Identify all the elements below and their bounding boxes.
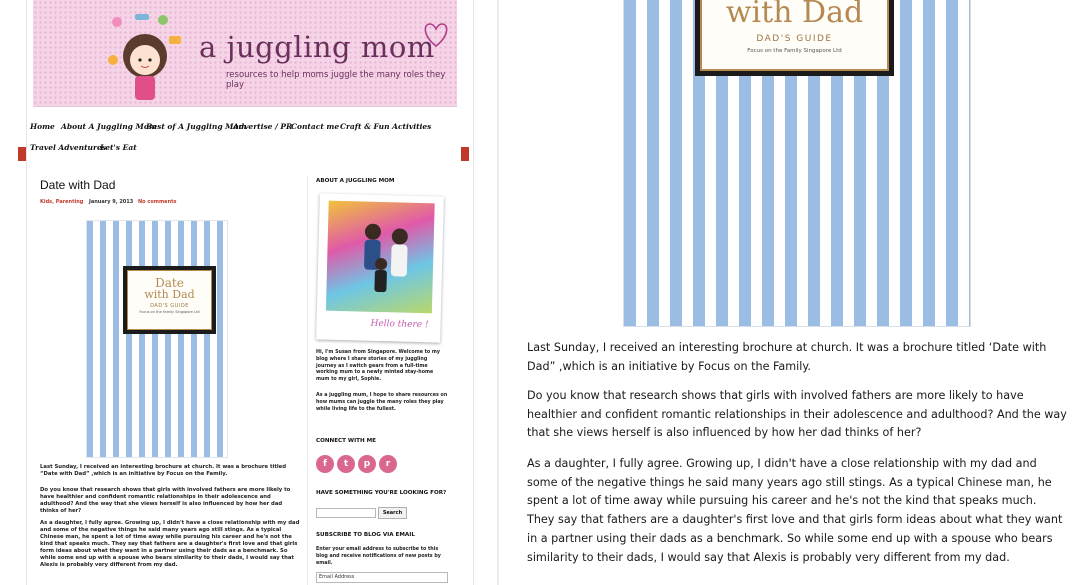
pinterest-icon[interactable]: p — [358, 455, 376, 473]
mom-illustration — [105, 8, 195, 106]
twitter-icon[interactable]: t — [337, 455, 355, 473]
article-paragraph-2: Do you know that research shows that girls with involved fathers are more likely to have healthier and confident romantic relationships in their adolescence and adulthood? And the way that she views herself is also influenced by how her dad thinks of her? — [527, 389, 1067, 440]
post-categories[interactable]: Kids, Parenting — [40, 199, 84, 205]
post-title[interactable]: Date with Dad — [40, 178, 116, 192]
post-paragraph-1: Last Sunday, I received an interesting brochure at church. It was a brochure titled “Date with Dad” ,which is an initiative by Focus on the Family. — [40, 464, 287, 477]
post-paragraph-2: Do you know that research shows that girls with involved fathers are more likely to have healthier and confident romantic relationships in their adolescence and adulthood? And the way that she views herself is also influenced by how her dad thinks of her? — [40, 487, 291, 514]
sidebar-search-heading: HAVE SOMETHING YOU'RE LOOKING FOR? — [316, 490, 447, 496]
sidebar-about-text-2: As a juggling mum, I hope to share resources on how mums can juggle the many roles they play while living life to the fullest. — [316, 393, 448, 412]
post-comments-link[interactable]: No comments — [138, 199, 177, 205]
card-subtitle: DAD'S GUIDE — [150, 303, 189, 309]
card-large-publisher: Focus on the Family Singapore Ltd — [747, 48, 842, 54]
nav-ribbon-right — [461, 147, 469, 161]
nav-contact[interactable]: Contact me — [291, 122, 340, 131]
card-line2: with Dad — [144, 288, 195, 301]
nav-advertise[interactable]: Advertise / PR — [233, 122, 293, 131]
search-input[interactable] — [316, 508, 376, 518]
card-publisher: Focus on the Family Singapore Ltd — [139, 310, 200, 314]
blog-page-screenshot — [0, 0, 500, 585]
article-paragraph-3: As a daughter, I fully agree. Growing up, I didn't have a close relationship with my dad and some of the negative things he said many years ago still stings. As a typical Chinese man, he spent a lot of time away while pursuing his career and he's not the kind that speaks much. They say that fathers are a daughter's first love and that girls form ideas about what they want in a partner using their dads as a benchmark. So while some end up with a spouse who bears similarity to their dads, I would say that Alexis is probably very different from my dad. — [527, 457, 1063, 564]
brochure-card-small — [123, 266, 216, 334]
pane-divider — [497, 0, 499, 585]
heart-icon — [421, 20, 451, 48]
profile-polaroid — [316, 193, 444, 342]
nav-ribbon-left — [18, 147, 26, 161]
rss-icon[interactable]: r — [379, 455, 397, 473]
sidebar-about-text-1: Hi, I'm Susan from Singapore. Welcome to my blog where I share stories of my juggling journey as I switch gears from a full-time working mum to a newly minted stay-home mum to my girl, Sophie. — [316, 350, 441, 383]
blog-tagline: resources to help moms juggle the many roles they play — [226, 70, 446, 90]
blog-title[interactable]: a juggling mom — [199, 30, 435, 64]
family-photo — [326, 201, 435, 314]
nav-about[interactable]: About A Juggling Mom — [61, 122, 157, 131]
email-input[interactable]: Email Address — [316, 572, 448, 583]
brochure-card-large — [695, 0, 894, 76]
facebook-icon[interactable]: f — [316, 455, 334, 473]
post-date: January 9, 2013 — [89, 199, 134, 205]
search-button[interactable]: Search — [378, 507, 407, 519]
card-line1: Date — [155, 276, 184, 290]
family-figures — [326, 201, 435, 314]
card-large-subtitle: DAD'S GUIDE — [756, 34, 833, 44]
nav-best-of[interactable]: Best of A Juggling Mom — [146, 122, 247, 131]
sidebar-connect-heading: CONNECT WITH ME — [316, 438, 376, 444]
card-large-line2: with Dad — [725, 0, 864, 30]
nav-craft[interactable]: Craft & Fun Activities — [340, 122, 432, 131]
nav-travel[interactable]: Travel Adventures — [30, 143, 106, 152]
post-image-date-with-dad — [86, 220, 228, 458]
sidebar-about-heading: ABOUT A JUGGLING MOM — [316, 178, 395, 184]
nav-lets-eat[interactable]: Let's Eat — [100, 143, 137, 152]
polaroid-caption: Hello there ! — [370, 318, 429, 331]
sidebar-subscribe-text: Enter your email address to subscribe to this blog and receive notifications of new posts by email. — [316, 547, 441, 566]
post-paragraph-3: As a daughter, I fully agree. Growing up, I didn't have a close relationship with my dad and some of the negative things he said many years ago still stings. As a typical Chinese man, he spent a lot of time away while pursuing his career and he's not the kind that speaks much. They say that fathers are a daughter's first love and that girls form ideas about what they want in a partner using their dads as a benchmark. So while some end up with a spouse who bears similarity to their dads, I would say that Alexis is probably very different from my dad. — [40, 520, 300, 568]
nav-home[interactable]: Home — [30, 122, 55, 131]
article-paragraph-1: Last Sunday, I received an interesting brochure at church. It was a brochure titled ‘Date with Dad” ,which is an initiative by Focus on the Family. — [527, 341, 1047, 373]
blog-header-banner[interactable] — [33, 0, 457, 107]
sidebar-subscribe-heading: SUBSCRIBE TO BLOG VIA EMAIL — [316, 532, 415, 538]
